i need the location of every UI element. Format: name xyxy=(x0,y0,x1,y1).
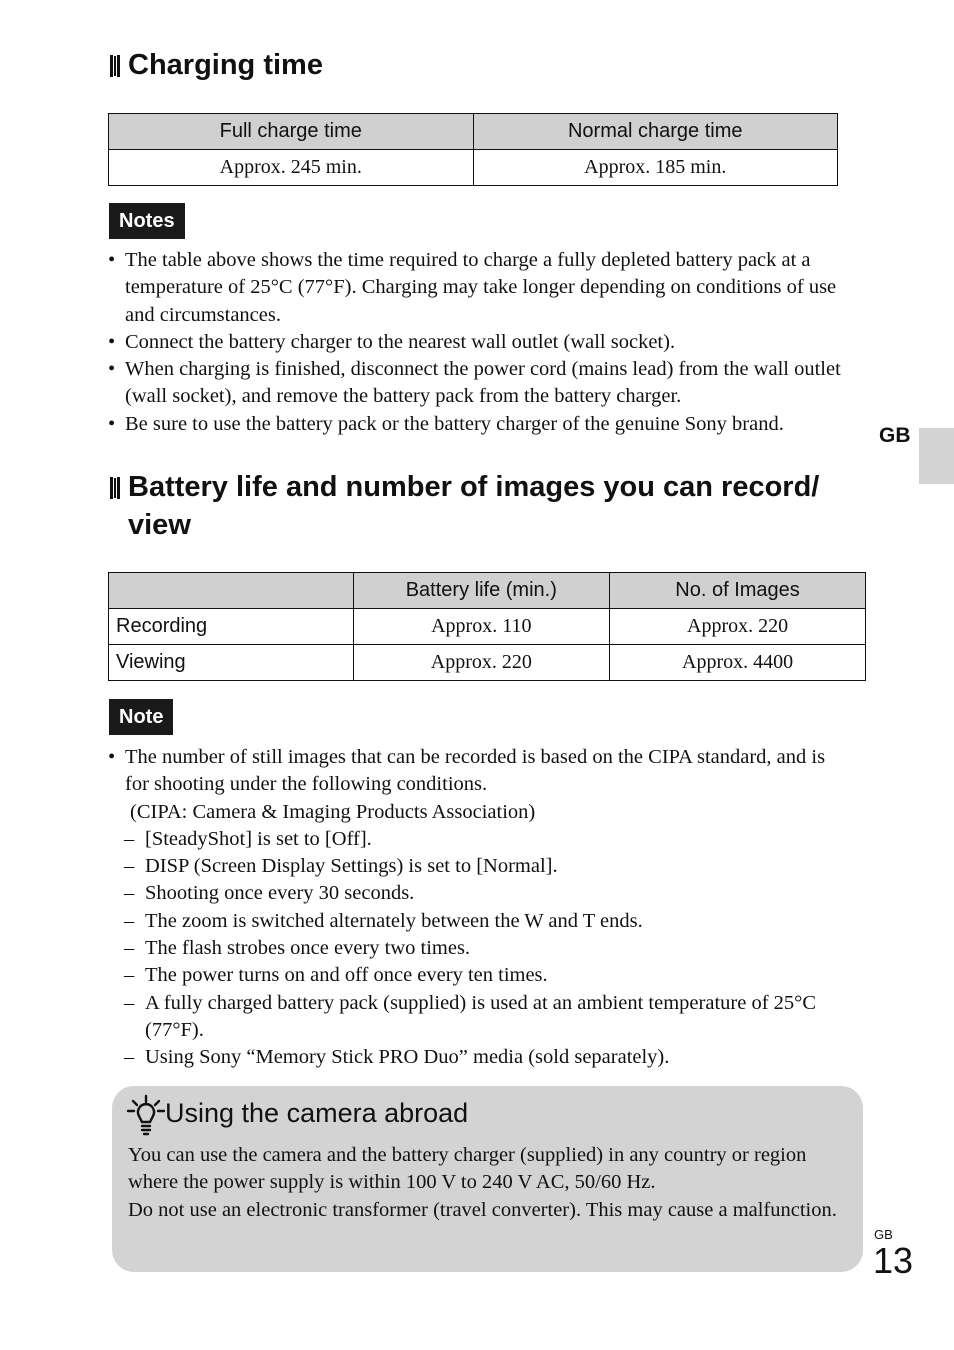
table-cell: Approx. 220 xyxy=(353,645,610,681)
row-header-viewing: Viewing xyxy=(109,645,354,681)
list-item: • The table above shows the time required to charge a fully depleted battery pack at a temperature of 25°C (77°F). Charging may take longer depending on conditions of use and circumstances. xyxy=(108,247,868,329)
charging-time-heading: Charging time xyxy=(110,46,323,84)
list-item: – The zoom is switched alternately between the W and T ends. xyxy=(108,908,853,935)
side-tab xyxy=(919,428,954,484)
table-header xyxy=(109,573,354,609)
table-header: No. of Images xyxy=(610,573,866,609)
list-item: – A fully charged battery pack (supplied) is used at an ambient temperature of 25°C (77°F). xyxy=(108,990,853,1045)
table-header: Battery life (min.) xyxy=(353,573,610,609)
hint-title: Using the camera abroad xyxy=(165,1098,469,1128)
battery-life-table xyxy=(108,572,866,681)
list-item: – The flash strobes once every two times. xyxy=(108,935,853,962)
table-cell: Approx. 220 xyxy=(610,609,866,645)
notes-label: Notes xyxy=(109,203,185,239)
list-item: • The number of still images that can be recorded is based on the CIPA standard, and is for shooting under the following conditions. xyxy=(108,744,853,799)
list-item: – The power turns on and off once every ten times. xyxy=(108,962,853,989)
table-header: Full charge time xyxy=(109,114,474,150)
hint-body xyxy=(128,1142,848,1224)
battery-life-heading: Battery life and number of images you can record/ view xyxy=(110,468,890,544)
list-item: – [SteadyShot] is set to [Off]. xyxy=(108,826,853,853)
list-item: (CIPA: Camera & Imaging Products Association) xyxy=(130,800,536,823)
table-cell: Approx. 185 min. xyxy=(473,150,838,186)
table-row xyxy=(109,609,866,645)
hint-body-text: You can use the camera and the battery charger (supplied) in any country or region where the power supply is within 100 V to 240 V AC, 50/60 Hz. xyxy=(128,1144,807,1194)
hint-body-text: Do not use an electronic transformer (travel converter). This may cause a malfunction. xyxy=(128,1198,837,1221)
side-tab-label: GB xyxy=(879,424,911,447)
table-cell: Approx. 245 min. xyxy=(109,150,474,186)
row-header-recording: Recording xyxy=(109,609,354,645)
list-item: • When charging is finished, disconnect the power cord (mains lead) from the wall outlet (wall socket), and remove the battery pack from the battery charger. xyxy=(108,356,868,411)
table-row xyxy=(109,150,838,186)
battery-note-list xyxy=(108,744,853,1072)
page-region-label: GB xyxy=(874,1227,893,1242)
charging-notes-list xyxy=(108,247,868,438)
list-item: • Connect the battery charger to the nearest wall outlet (wall socket). xyxy=(108,329,868,356)
list-item: • Be sure to use the battery pack or the battery charger of the genuine Sony brand. xyxy=(108,411,868,438)
heading-marker xyxy=(110,55,120,77)
table-cell: Approx. 110 xyxy=(353,609,610,645)
note-label: Note xyxy=(109,699,173,735)
charging-time-table xyxy=(108,113,838,186)
table-cell: Approx. 4400 xyxy=(610,645,866,681)
lightbulb-hint-icon xyxy=(126,1094,166,1136)
hint-box xyxy=(112,1086,863,1272)
page-number: 13 xyxy=(873,1240,914,1281)
list-item: – DISP (Screen Display Settings) is set to [Normal]. xyxy=(108,853,853,880)
table-row xyxy=(109,645,866,681)
table-header: Normal charge time xyxy=(473,114,838,150)
list-item: – Using Sony “Memory Stick PRO Duo” media (sold separately). xyxy=(108,1044,853,1071)
list-item: – Shooting once every 30 seconds. xyxy=(108,880,853,907)
heading-marker xyxy=(110,477,120,499)
